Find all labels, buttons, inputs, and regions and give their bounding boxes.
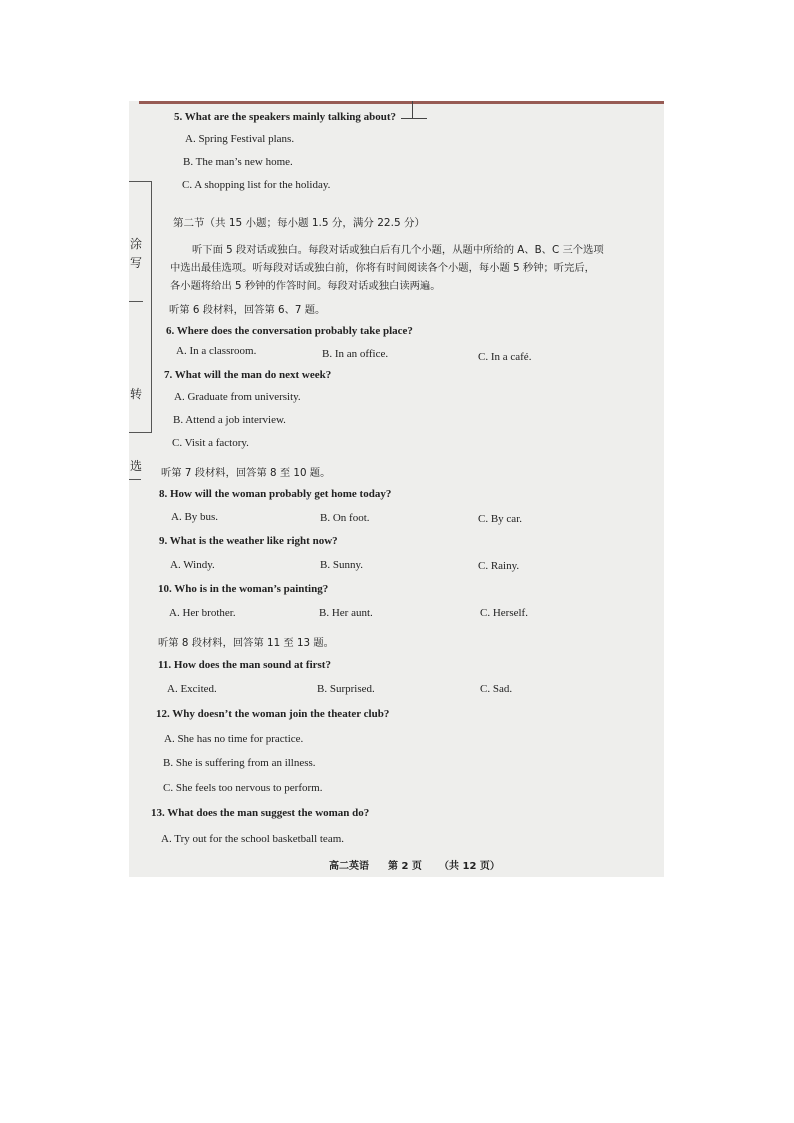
q8-option-a: A. By bus. [171, 511, 219, 523]
question-9: 9. What is the weather like right now? [159, 535, 338, 547]
question-13: 13. What does the man suggest the woman do? [151, 807, 370, 819]
q11-option-b: B. Surprised. [317, 683, 375, 695]
instruction-line: 各小题将给出 5 秒钟的作答时间。每段对话或独白读两遍。 [170, 280, 441, 292]
text-7-intro: 听第 7 段材料，回答第 8 至 10 题。 [161, 467, 331, 479]
q6-option-c: C. In a café. [478, 351, 532, 363]
margin-dash [129, 479, 141, 480]
question-5: 5. What are the speakers mainly talking about? [174, 111, 397, 123]
question-11: 11. How does the man sound at first? [158, 659, 331, 671]
exam-page [129, 101, 664, 877]
q9-option-c: C. Rainy. [478, 560, 520, 572]
q9-option-a: A. Windy. [170, 559, 215, 571]
q11-option-a: A. Excited. [167, 683, 217, 695]
footer-subject: 高二英语 [329, 861, 369, 872]
side-label: 选 [130, 459, 143, 473]
q11-option-c: C. Sad. [480, 683, 513, 695]
q12-option-a: A. She has no time for practice. [164, 733, 304, 745]
q6-option-b: B. In an office. [322, 348, 389, 360]
q12-option-c: C. She feels too nervous to perform. [163, 782, 323, 794]
q7-option-b: B. Attend a job interview. [173, 414, 286, 426]
text-8-intro: 听第 8 段材料，回答第 11 至 13 题。 [158, 637, 334, 649]
question-10: 10. Who is in the woman’s painting? [158, 583, 329, 595]
q12-option-b: B. She is suffering from an illness. [163, 757, 316, 769]
fold-mark [412, 101, 413, 119]
instruction-line: 中选出最佳选项。听每段对话或独白前，你将有时间阅读各个小题，每小题 5 秒钟；听完后， [170, 262, 595, 274]
margin-dash [129, 301, 143, 302]
side-label: 转 [130, 387, 143, 401]
q9-option-b: B. Sunny. [320, 559, 363, 571]
q7-option-a: A. Graduate from university. [174, 391, 301, 403]
question-7: 7. What will the man do next week? [164, 369, 332, 381]
question-12: 12. Why doesn’t the woman join the theater club? [156, 708, 390, 720]
question-8: 8. How will the woman probably get home today? [159, 488, 392, 500]
fold-mark-base [401, 118, 427, 119]
instruction-line: 听下面 5 段对话或独白。每段对话或独白后有几个小题，从题中所给的 A、B、C 三个选项 [192, 244, 604, 256]
q7-option-c: C. Visit a factory. [172, 437, 249, 449]
footer-page: 第 2 页 [388, 861, 422, 872]
q6-option-a: A. In a classroom. [176, 345, 257, 357]
q13-option-a: A. Try out for the school basketball team. [161, 833, 345, 845]
q5-option-c: C. A shopping list for the holiday. [182, 179, 331, 191]
top-rule [139, 101, 664, 104]
side-label: 写 [130, 256, 143, 270]
question-6: 6. Where does the conversation probably take place? [166, 325, 413, 337]
q5-option-a: A. Spring Festival plans. [185, 133, 295, 145]
q5-option-b: B. The man’s new home. [183, 156, 293, 168]
text-6-intro: 听第 6 段材料，回答第 6、7 题。 [169, 304, 326, 316]
q10-option-a: A. Her brother. [169, 607, 236, 619]
q10-option-c: C. Herself. [480, 607, 528, 619]
q8-option-b: B. On foot. [320, 512, 370, 524]
side-label: 涂 [130, 237, 143, 251]
q8-option-c: C. By car. [478, 513, 522, 525]
section-2-heading: 第二节（共 15 小题；每小题 1.5 分，满分 22.5 分） [173, 217, 425, 229]
q10-option-b: B. Her aunt. [319, 607, 373, 619]
footer-total: （共 12 页） [439, 861, 500, 872]
